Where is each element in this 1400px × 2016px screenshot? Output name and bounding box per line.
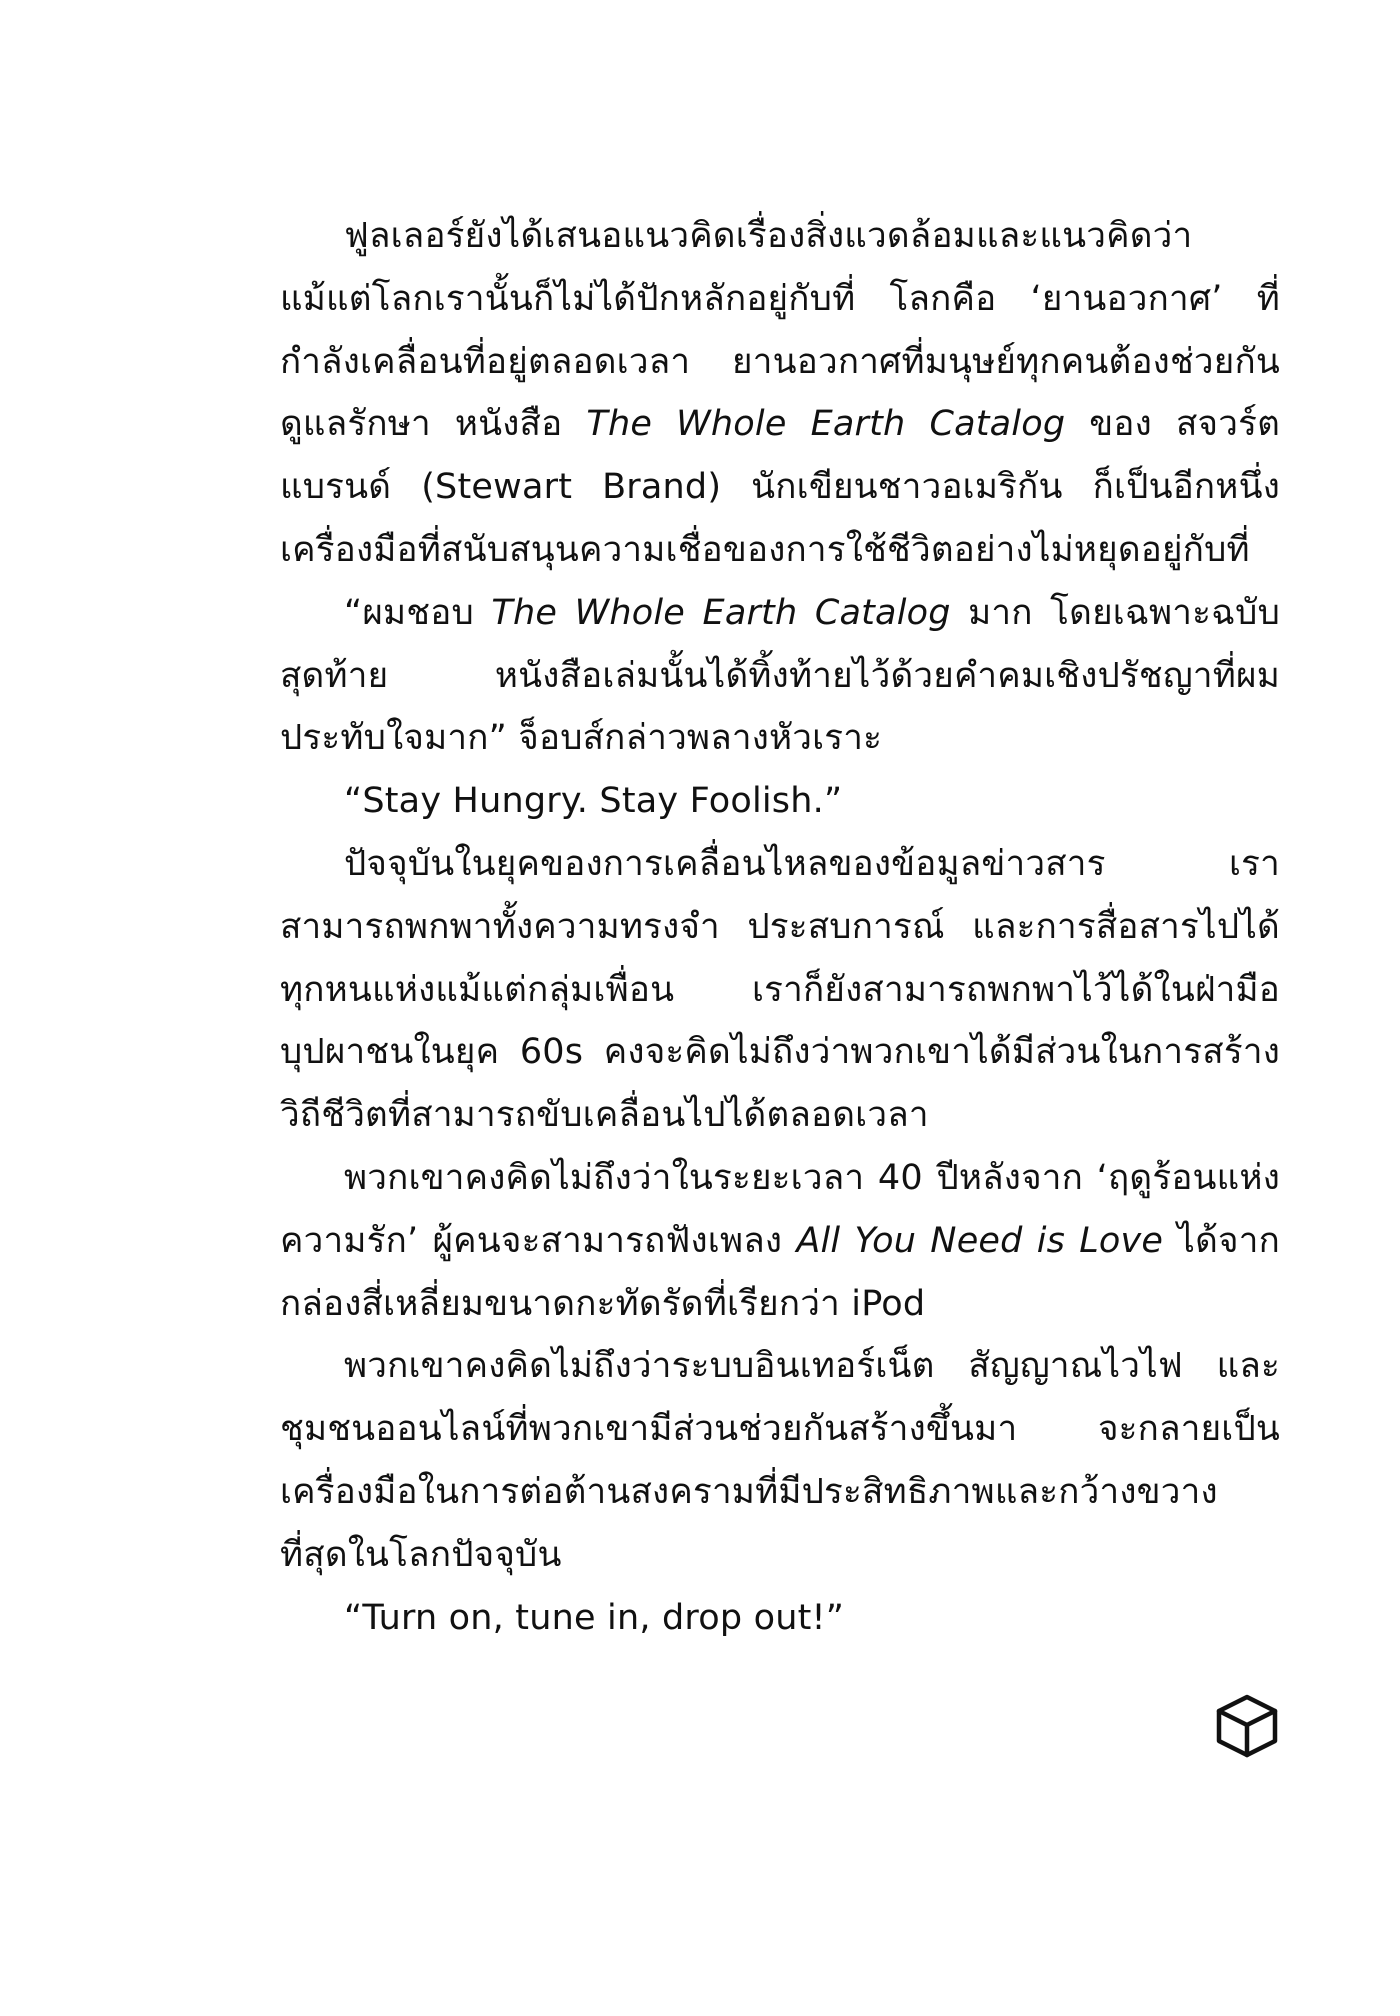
paragraph-text: “ผมชอบ <box>344 592 492 633</box>
paragraph <box>280 770 1280 833</box>
paragraph <box>280 205 1280 582</box>
paragraph <box>280 1147 1280 1335</box>
book-title-text: The Whole Earth Catalog <box>586 404 1066 445</box>
book-title-text: All You Need is Love <box>796 1220 1164 1261</box>
paragraph-text: พวกเขาคงคิดไม่ถึงว่าในระยะเวลา 40 ปีหลังจาก ‘ฤดูร้อนแห่งความรัก’ ผู้คนจะสามารถฟังเพลง <box>280 1157 1280 1261</box>
paragraph-text: ของ สจวร์ต แบรนด์ (Stewart Brand) นักเขียนชาวอเมริกัน ก็เป็นอีกหนึ่งเครื่องมือที่สนับสนุนความเชื่อของการใช้ชีวิตอย่างไม่หยุดอยู่กับที่ <box>280 404 1280 570</box>
paragraph-text: ปัจจุบันในยุคของการเคลื่อนไหลของข้อมูลข่าวสาร เราสามารถพกพาทั้งความทรงจำ ประสบการณ์ และการสื่อสารไปได้ทุกหนแห่งแม้แต่กลุ่มเพื่อน เราก็ยังสามารถพกพาไว้ได้ในฝ่ามือ บุปผาชนในยุค 60s คงจะคิดไม่ถึงว่าพวกเขาได้มีส่วนในการสร้างวิถีชีวิตที่สามารถขับเคลื่อนไปได้ตลอดเวลา <box>280 843 1280 1136</box>
paragraph <box>280 582 1280 770</box>
paragraph-text: “Turn on, tune in, drop out!” <box>344 1597 845 1638</box>
book-title-text: The Whole Earth Catalog <box>491 592 951 633</box>
paragraph-text: ได้จากกล่องสี่เหลี่ยมขนาดกะทัดรัดที่เรียกว่า iPod <box>280 1220 1280 1324</box>
body-text <box>280 205 1280 1649</box>
paragraph <box>280 1587 1280 1650</box>
paragraph-text: พวกเขาคงคิดไม่ถึงว่าระบบอินเทอร์เน็ต สัญญาณไวไฟ และชุมชนออนไลน์ที่พวกเขามีส่วนช่วยกันสร้างขึ้นมา จะกลายเป็นเครื่องมือในการต่อต้านสงครามที่มีประสิทธิภาพและกว้างขวางที่สุดในโลกปัจจุบัน <box>280 1346 1280 1575</box>
paragraph <box>280 833 1280 1147</box>
cube-icon <box>1213 1692 1281 1760</box>
paragraph-text: “Stay Hungry. Stay Foolish.” <box>344 781 843 822</box>
paragraph-text: มาก โดยเฉพาะฉบับสุดท้าย หนังสือเล่มนั้นได้ทิ้งท้ายไว้ด้วยคำคมเชิงปรัชญาที่ผมประทับใจมาก” จ็อบส์กล่าวพลางหัวเราะ <box>280 592 1280 759</box>
paragraph-text: ฟูลเลอร์ยังได้เสนอแนวคิดเรื่องสิ่งแวดล้อมและแนวคิดว่าแม้แต่โลกเรานั้นก็ไม่ได้ปักหลักอยู่กับที่ โลกคือ ‘ยานอวกาศ’ ที่กำลังเคลื่อนที่อยู่ตลอดเวลา ยานอวกาศที่มนุษย์ทุกคนต้องช่วยกันดูแลรักษา หนังสือ <box>280 216 1280 445</box>
paragraph <box>280 1335 1280 1586</box>
